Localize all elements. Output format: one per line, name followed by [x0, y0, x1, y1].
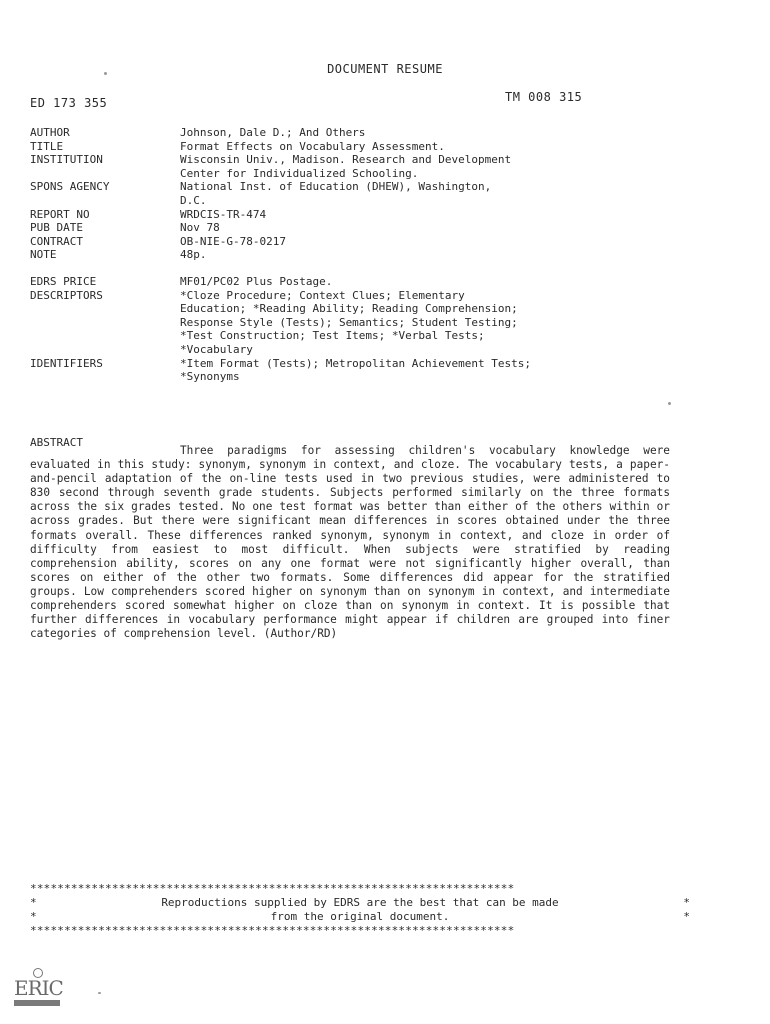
field-label: REPORT NO — [30, 207, 90, 221]
star-left: * — [30, 896, 37, 909]
eric-logo-band — [14, 1000, 60, 1006]
notice-text-1: Reproductions supplied by EDRS are the best that can be made — [161, 896, 559, 909]
field-value: Format Effects on Vocabulary Assessment. — [180, 139, 445, 153]
reproduction-notice — [30, 882, 690, 938]
field-label: SPONS AGENCY — [30, 180, 110, 194]
scan-speck — [104, 72, 107, 75]
field-value: National Inst. of Education (DHEW), Washington, D.C. — [180, 180, 492, 207]
field-label: DESCRIPTORS — [30, 288, 103, 302]
field-value: Johnson, Dale D.; And Others — [180, 126, 366, 139]
field-institution — [30, 153, 730, 180]
star-right: * — [683, 910, 690, 923]
field-label: IDENTIFIERS — [30, 356, 103, 370]
abstract-label: ABSTRACT — [30, 436, 83, 449]
scan-speck — [98, 992, 101, 994]
field-contract — [30, 235, 730, 249]
field-pub-date — [30, 221, 730, 235]
star-left: * — [30, 910, 37, 923]
field-spons-agency — [30, 180, 730, 207]
abstract-text: Three paradigms for assessing children's vocabulary knowledge were evaluated in this study: synonym, synonym in context, and cloze. The vocabulary tests, a paper-and-pencil adaptation of the on-line tests used in two previous studies, were administered to 830 second through seventh grade students. Subjects performed similarly on the three formats across the six grades tested. No one test format was better than either of the others within or across grades. But there were significant mean differences in scores obtained under the three formats overall. These differences ranked synonym, synonym in context, and cloze in order of difficulty from easiest to most difficult. When subjects were stratified by reading comprehension ability, scores on any one format were not significantly higher overall, than scores on either of the other two formats. Some differences did appear for the stratified groups. Low comprehenders scored higher on synonym than on synonym in context, and intermediate comprehenders scored somewhat higher on cloze than on synonym in context. It is possible that further differences in vocabulary performance might appear if children are grouped into finer categories of comprehension level. (Author/RD) — [30, 444, 670, 641]
field-label: TITLE — [30, 139, 64, 153]
star-border-top: *********************************************************************** — [30, 882, 515, 895]
ed-number: ED 173 355 — [30, 96, 108, 110]
field-value: Wisconsin Univ., Madison. Research and Development Center for Individualized Schooling. — [180, 153, 512, 180]
notice-text-2: from the original document. — [270, 910, 450, 923]
star-right: * — [683, 896, 690, 909]
field-report-no — [30, 208, 730, 222]
star-border-bottom: *********************************************************************** — [30, 924, 515, 937]
field-label: NOTE — [30, 248, 57, 262]
field-value: WRDCIS-TR-474 — [180, 207, 267, 221]
field-label: EDRS PRICE — [30, 274, 97, 288]
field-value: *Item Format (Tests); Metropolitan Achievement Tests; *Synonyms — [180, 356, 531, 384]
field-label: INSTITUTION — [30, 153, 103, 167]
eric-logo-text: ERIC — [14, 976, 63, 1000]
tm-number: TM 008 315 — [505, 90, 583, 104]
field-value: *Cloze Procedure; Context Clues; Elementary Education; *Reading Ability; Reading Comprehension; Response Style (Tests); Semantics; Student Testing; *Test Construction; Test Items; *Verbal Tests; *Vocabulary — [180, 288, 518, 356]
notice-line-2 — [30, 910, 690, 924]
field-value: 48p. — [180, 248, 207, 262]
field-label: PUB DATE — [30, 221, 83, 235]
field-label: CONTRACT — [30, 234, 83, 248]
field-identifiers — [30, 357, 730, 384]
document-title: DOCUMENT RESUME — [327, 62, 443, 76]
field-edrs-price — [30, 275, 730, 289]
field-value: OB-NIE-G-78-0217 — [180, 234, 286, 248]
metadata-fields — [30, 126, 730, 384]
scan-speck — [668, 402, 671, 405]
field-author — [30, 126, 730, 140]
field-descriptors — [30, 289, 730, 357]
field-title — [30, 140, 730, 154]
notice-line-1 — [30, 896, 690, 910]
field-label: AUTHOR — [30, 126, 70, 139]
field-value: MF01/PC02 Plus Postage. — [180, 274, 333, 288]
field-value: Nov 78 — [180, 221, 220, 235]
field-note — [30, 248, 730, 262]
